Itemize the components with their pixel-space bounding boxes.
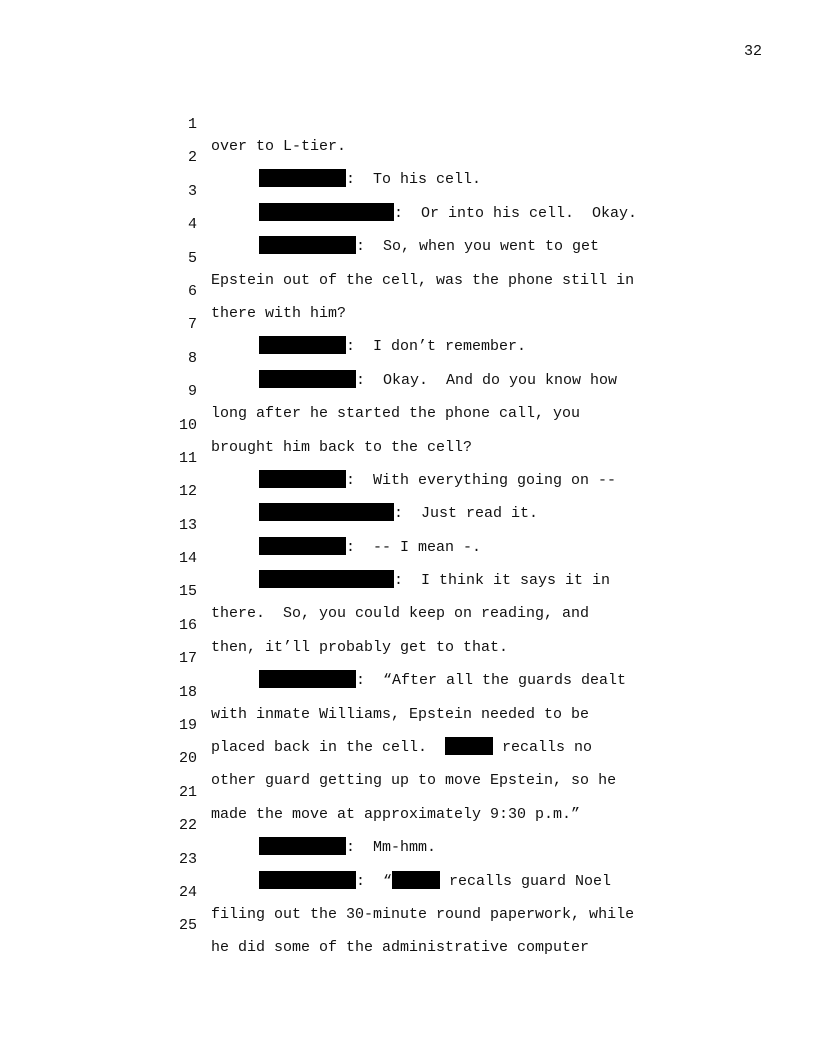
- line-text: : Mm-hmm.: [346, 839, 437, 857]
- page-number: 32: [744, 43, 763, 60]
- line-number: 23: [178, 850, 197, 868]
- transcript-line: [0, 559, 816, 623]
- transcript-line: [0, 660, 816, 723]
- line-number: 12: [178, 483, 197, 501]
- transcript-line: [0, 760, 816, 823]
- line-text: : I don’t remember.: [346, 338, 527, 356]
- line-number: 3: [187, 182, 197, 200]
- line-text: Epstein out of the cell, was the phone still in: [211, 271, 635, 289]
- line-text: : “: [356, 872, 393, 890]
- line-number: 4: [187, 216, 197, 234]
- line-text: : “After all the guards dealt: [356, 672, 627, 690]
- line-number: 18: [178, 683, 197, 701]
- line-number: 13: [178, 516, 197, 534]
- line-text: recalls guard Noel: [440, 872, 612, 890]
- line-text: : With everything going on --: [346, 471, 617, 489]
- line-text: : Just read it.: [394, 505, 539, 523]
- transcript-line: [0, 593, 816, 656]
- line-text: : I think it says it in: [394, 572, 611, 590]
- transcript-line: [0, 860, 816, 923]
- transcript-line: [0, 459, 816, 523]
- line-text: over to L-tier.: [211, 138, 347, 155]
- line-number: 10: [178, 416, 197, 434]
- line-number: 6: [187, 282, 197, 300]
- line-text: : Or into his cell. Okay.: [394, 204, 638, 222]
- line-number: 1: [187, 116, 197, 133]
- transcript-line: [0, 827, 816, 890]
- transcript-line: [0, 693, 816, 757]
- line-number: 14: [178, 550, 197, 568]
- line-number: 25: [178, 917, 197, 935]
- line-text: long after he started the phone call, you: [211, 405, 581, 423]
- line-number: 5: [187, 249, 197, 267]
- line-number: 7: [187, 316, 197, 334]
- line-text: filing out the 30-minute round paperwork, while: [211, 905, 635, 923]
- line-text: made the move at approximately 9:30 p.m.”: [211, 805, 581, 823]
- line-number: 19: [178, 717, 197, 735]
- line-number: 15: [178, 583, 197, 601]
- transcript-line: [0, 493, 816, 556]
- transcript-line: [0, 626, 816, 690]
- line-text: recalls no: [493, 739, 593, 757]
- line-text: : Okay. And do you know how: [356, 371, 618, 389]
- transcript-line: [0, 359, 816, 423]
- line-number: 9: [187, 383, 197, 401]
- line-text: : So, when you went to get: [356, 238, 600, 256]
- line-number: 11: [178, 449, 197, 467]
- transcript-line: [0, 393, 816, 456]
- transcript-line: [0, 226, 816, 289]
- transcript-line: [0, 793, 816, 857]
- line-text: then, it’ll probably get to that.: [211, 638, 509, 656]
- transcript-line: [0, 292, 816, 356]
- line-text: he did some of the administrative computer: [211, 939, 590, 957]
- transcript-line: [0, 426, 816, 489]
- line-text: there. So, you could keep on reading, and: [211, 605, 590, 623]
- line-number: 17: [178, 650, 197, 668]
- transcript-line: [0, 259, 816, 322]
- line-text: other guard getting up to move Epstein, so he: [211, 772, 617, 790]
- line-number: 16: [178, 616, 197, 634]
- transcript-line: [0, 92, 816, 155]
- transcript-line: [0, 326, 816, 389]
- line-text: : To his cell.: [346, 171, 482, 189]
- line-number: 22: [178, 817, 197, 835]
- line-text: brought him back to the cell?: [211, 438, 473, 456]
- transcript-line: [0, 726, 816, 790]
- transcript-line: [0, 526, 816, 590]
- transcript-line: [0, 159, 816, 222]
- line-number: 20: [178, 750, 197, 768]
- line-number: 8: [187, 349, 197, 367]
- line-text: placed back in the cell.: [211, 739, 446, 757]
- line-text: with inmate Williams, Epstein needed to be: [211, 705, 590, 723]
- transcript-line: [0, 893, 816, 957]
- line-number: 24: [178, 883, 197, 901]
- line-text: : -- I mean -.: [346, 538, 482, 556]
- transcript-lines: [0, 92, 816, 957]
- line-number: 2: [187, 149, 197, 167]
- transcript-line: [0, 192, 816, 256]
- line-number: 21: [178, 783, 197, 801]
- line-text: there with him?: [211, 304, 347, 322]
- transcript-line: [0, 125, 816, 189]
